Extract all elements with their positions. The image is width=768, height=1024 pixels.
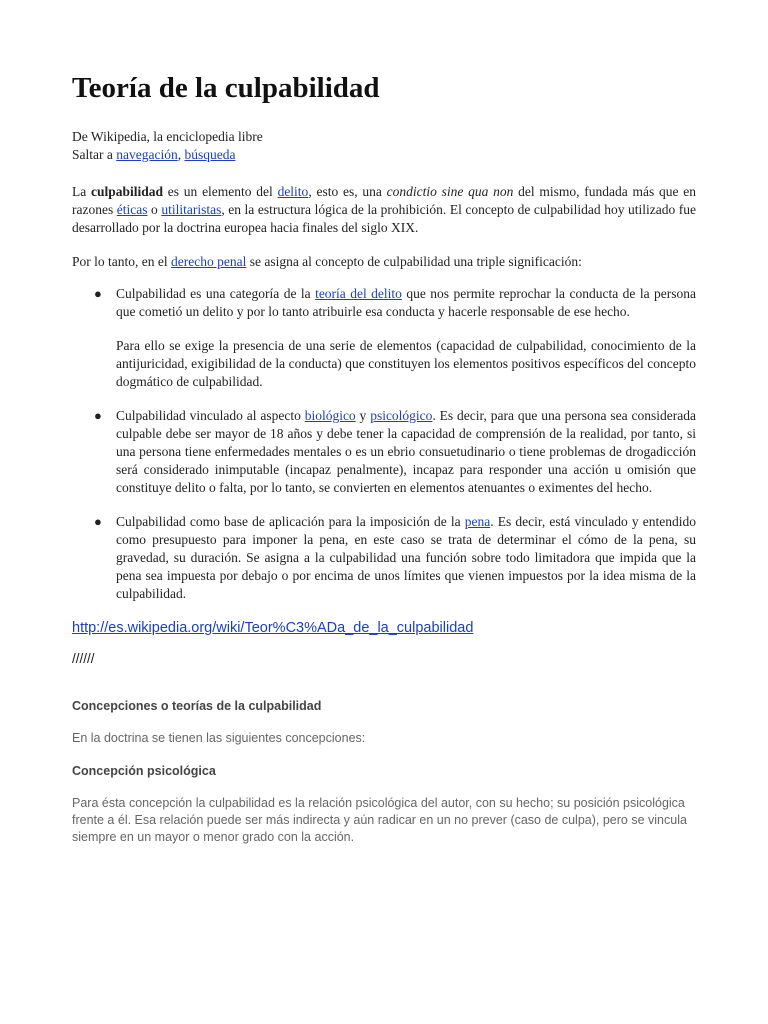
intro-bold-term: culpabilidad [91,184,164,199]
intro-text-2: es un elemento del [163,184,278,199]
skip-separator: , [177,147,185,162]
eticas-link[interactable]: éticas [116,202,148,217]
para2-text-1: Por lo tanto, en el [72,254,171,269]
search-link[interactable]: búsqueda [184,147,236,162]
significance-list [72,285,696,603]
source-line: De Wikipedia, la enciclopedia libre [72,129,263,144]
b2-text-1: Culpabilidad vinculado al aspecto [116,408,305,423]
b1-text-1: Culpabilidad es una categoría de la [116,286,316,301]
delito-link[interactable]: delito [277,184,309,199]
bullet-1-text [116,285,696,321]
section-title-conceptions: Concepciones o teorías de la culpabilidad [72,699,322,713]
bullet-icon: ● [94,514,102,529]
separator-slashes: ////// [72,651,95,666]
b3-text-1: Culpabilidad como base de aplicación para la imposición de la [116,514,465,529]
b2-text-2: y [355,408,371,423]
source-url-line [72,619,696,637]
list-item [94,285,696,391]
bullet-1-subparagraph: Para ello se exige la presencia de una serie de elementos (capacidad de culpabilidad, conocimiento de la antijuricidad, exigibilidad de la conducta) que constituyen los elementos positivos específicos del concepto dogmático de culpabilidad. [116,338,696,389]
b2-text-3: . Es decir, para que una persona sea considerada culpable debe ser mayor de 18 años y debe tener la capacidad de comprensión de la realidad, por tanto, si una persona tiene enfermedades mentales o es un ebrio consuetudinario o tiene problemas de drogadicción será considerado inimputable (incapaz penalmente), incapaz para responder una acción u omisión que constituye delito o falta, por lo tanto, se convierten en elementos atenuantes o eximentes del hecho. [116,408,697,495]
psicologico-link[interactable]: psicológico [370,408,433,423]
second-paragraph [72,253,696,271]
section-text-psychological: Para ésta concepción la culpabilidad es la relación psicológica del autor, con su hecho; su posición psicológica frente a él. Esa relación puede ser más indirecta y aún radicar en un no prever (caso de culpa), pero se vincula siempre en un mayor o menor grado con la acción. [72,796,687,844]
skip-links-line [72,146,696,164]
intro-text-6: , en la estructura lógica de la prohibición. El concepto de culpabilidad hoy utilizado fue desarrollado por la doctrina europea hacia finales del siglo XIX. [72,202,696,235]
intro-italic-term: condictio sine qua non [386,184,514,199]
bullet-2-text [116,407,696,497]
bullet-icon: ● [94,408,102,423]
section-text-conceptions: En la doctrina se tienen las siguientes concepciones: [72,731,366,745]
page-title: Teoría de la culpabilidad [72,72,380,104]
bullet-icon: ● [94,286,102,301]
pena-link[interactable]: pena [464,514,491,529]
intro-text-1: La [72,184,91,199]
source-url-link[interactable]: http://es.wikipedia.org/wiki/Teor%C3%ADa_de_la_culpabilidad [72,620,474,636]
para2-text-2: se asigna al concepto de culpabilidad una triple significación: [246,254,582,269]
intro-paragraph [72,183,696,237]
list-item [94,407,697,497]
b1-text-2: que nos permite reprochar la conducta de la persona que cometió un delito y por lo tanto atribuirle esa conducta y hacerle responsable de ese hecho. [116,286,696,319]
bullet-3-text [116,513,696,603]
skip-prefix: Saltar a [72,147,117,162]
b3-text-2: . Es decir, está vinculado y entendido como presupuesto para imponer la pena, en este caso se trata de determinar el cómo de la pena, su gravedad, su duración. Se asigna a la culpabilidad una función sobre todo limitadora que impida que la pena sea impuesta por debajo o por encima de unos límites que vienen impuestos por la idea misma de la culpabilidad. [116,514,696,601]
utilitaristas-link[interactable]: utilitaristas [161,202,222,217]
intro-text-4: del mismo, fundada más que en razones [72,184,696,217]
section-title-psychological: Concepción psicológica [72,764,216,778]
teoria-del-delito-link[interactable]: teoría del delito [315,286,402,301]
intro-text-3: , esto es, una [308,184,387,199]
derecho-penal-link[interactable]: derecho penal [170,254,247,269]
list-item [94,513,696,603]
intro-text-5: o [147,202,162,217]
biologico-link[interactable]: biológico [304,408,356,423]
navigation-link[interactable]: navegación [116,147,178,162]
